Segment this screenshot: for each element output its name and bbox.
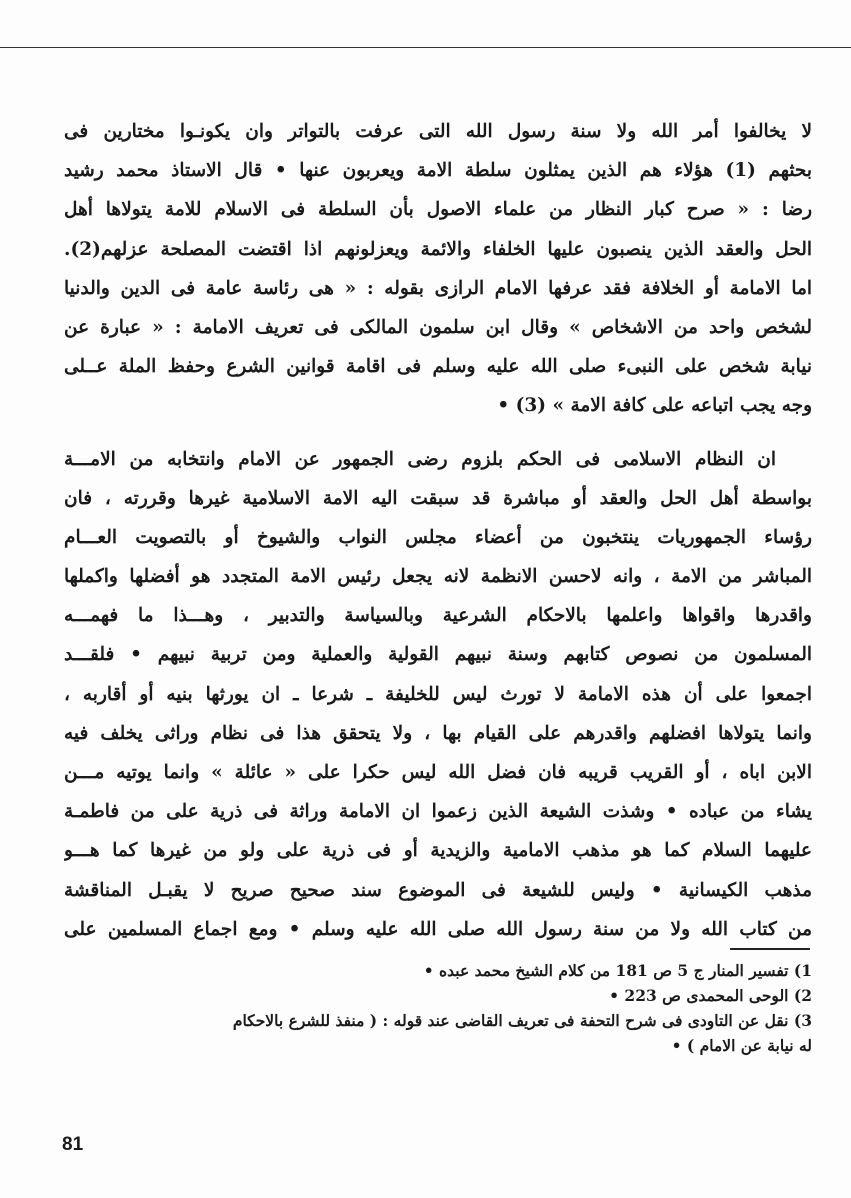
- text-line: من كتاب الله ولا من سنة رسول الله صلى الله عليه وسلم • ومع اجماع المسلمين على: [64, 918, 812, 940]
- text-line: واقدرها واقواها واعلمها بالاحكام الشرعية وبالسياسة والتدبير ، وهـــذا ما فهمـــه: [64, 605, 812, 627]
- footnote-line: 2) الوحى المحمدى ص 223 •: [609, 986, 812, 1005]
- text-line: الابن اباه ، أو القريب قريبه فان فضل الله ليس حكرا على « عائلة » وانما يوتيه مـــن: [64, 762, 812, 783]
- paragraph-2: [64, 440, 812, 949]
- text-line: ان النظام الاسلامى فى الحكم بلزوم رضى الجمهور عن الامام وانتخابه من الامـــة: [64, 448, 776, 470]
- text-line: مذهب الكيسانية • وليس للشيعة فى الموضوع سند صحيح صريح لا يقبـل المناقشة: [64, 879, 812, 901]
- footnote-1: [64, 958, 812, 983]
- footnote-3: [64, 1008, 812, 1058]
- text-line: نيابة شخص على النبىء صلى الله عليه وسلم فى اقامة قوانين الشرع وحفظ الملة عــلى: [64, 356, 812, 378]
- footnote-line: 3) نقل عن التاودى فى شرح التحفة فى تعريف القاضى عند قوله : ( منفذ للشرع بالاحكام: [232, 1011, 812, 1030]
- text-line: لا يخالفوا أمر الله ولا سنة رسول الله التى عرفت بالتواتر وان يكونـوا مختارين فى: [64, 121, 812, 142]
- text-line: بواسطة أهل الحل والعقد أو مباشرة قد سبقت اليه الامة الاسلامية غيرها وقررته ، فان: [64, 487, 812, 509]
- text-line: وانما يتولاها افضلهم واقدرهم على القيام بها ، ولا يتحقق هذا فى نظام وراثى يخلف فيه: [64, 722, 812, 744]
- text-line: اجمعوا على أن هذه الامامة لا تورث ليس للخليفة ـ شرعا ـ ان يورثها بنيه أو أقاربه ،: [64, 683, 812, 705]
- footnote-2: [64, 983, 812, 1008]
- text-line: رؤساء الجمهوريات ينتخبون من أعضاء مجلس النواب والشيوخ أو بالتصويت العـــام: [64, 526, 812, 548]
- text-line: اما الامامة أو الخلافة فقد عرفها الامام الرازى بقوله : « هى رئاسة عامة فى الدين والدنيا: [64, 277, 812, 299]
- footnote-rule: [730, 948, 810, 950]
- text-line: المباشر من الامة ، وانه لاحسن الانظمة لانه يجعل رئيس الامة المتجدد هو أفضلها واكملها: [64, 566, 812, 588]
- paragraph-1: [64, 112, 812, 426]
- text-line: المسلمون من نصوص كتابهم وسنة نبيهم القولية والعملية ومن تربية نبيهم • فلقـــد: [64, 644, 812, 666]
- text-line: لشخص واحد من الاشخاص » وقال ابن سلمون المالكى فى تعريف الامامة : « عبارة عن: [64, 316, 812, 338]
- footnote-line: له نيابة عن الامام ) •: [671, 1036, 812, 1055]
- text-line: بحثهم (1) هؤلاء هم الذين يمثلون سلطة الامة ويعربون عنها • قال الاستاذ محمد رشيد: [64, 160, 812, 182]
- text-line: عليهما السلام كما هو مذهب الامامية والزيدية أو فى ذرية على ولو من غيرها كما هـــو: [64, 840, 812, 862]
- header-rule: [0, 47, 851, 48]
- text-line: رضا : « صرح كبار النظار من علماء الاصول بأن السلطة فى الاسلام للامة يتولاها أهل: [64, 199, 812, 221]
- page-number: 81: [62, 1134, 84, 1155]
- text-line: الحل والعقد الذين ينصبون عليها الخلفاء والائمة ويعزلونهم اذا اقتضت المصلحة عزلهم(2).: [64, 238, 812, 260]
- text-line: يشاء من عباده • وشذت الشيعة الذين زعموا ان الامامة وراثة فى ذرية على من فاطمـة: [64, 801, 812, 823]
- main-text: [64, 112, 812, 949]
- text-line: وجه يجب اتباعه على كافة الامة » (3) •: [497, 395, 812, 417]
- footnote-line: 1) تفسير المنار ج 5 ص 181 من كلام الشيخ محمد عبده •: [423, 961, 812, 980]
- footnotes: [64, 958, 812, 1058]
